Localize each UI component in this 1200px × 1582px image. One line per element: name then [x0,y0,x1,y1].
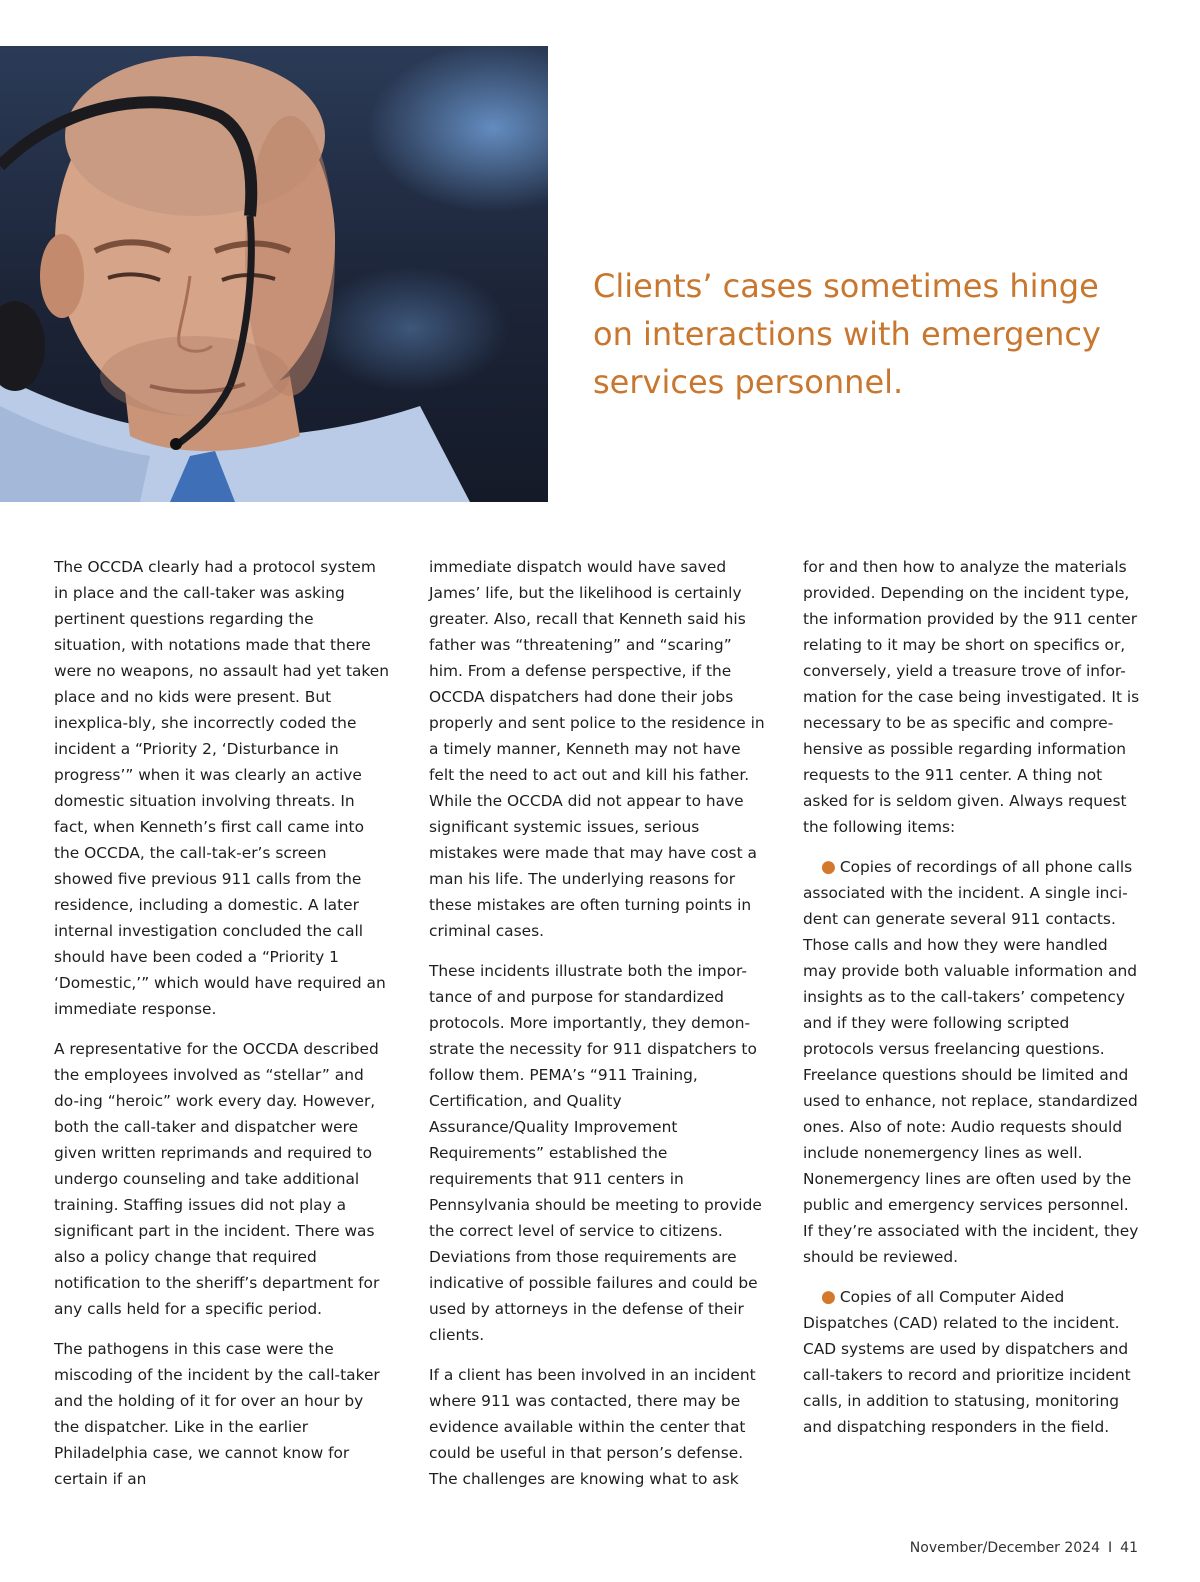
article-column-3 [803,554,1143,1454]
paragraph: for and then how to analyze the materials provided. Depending on the incident type, the information provided by the 911 center relating to it may be short on specifics or, conversely, yield a treasure trove of infor-mation for the case being investigated. It is necessary to be as specific and compre-hensive as possible regarding information requests to the 911 center. A thing not asked for is seldom given. Always request the following items: [803,558,1140,836]
article-column-1 [54,554,390,1506]
issue-date: November/December 2024 [909,1540,1101,1556]
pull-quote: Clients’ cases sometimes hinge on interactions with emergency services personnel. [593,267,1101,401]
page-footer [910,1540,1138,1556]
footer-separator: I [1108,1540,1113,1556]
bullet-text: Copies of all Computer Aided Dispatches (CAD) related to the incident. CAD systems are used by dispatchers and call-takers to record and prioritize incident calls, in addition to statusing, monitoring and dispatching responders in the field. [803,1288,1131,1436]
paragraph: The pathogens in this case were the miscoding of the incident by the call-taker and the holding of it for over an hour by the dispatcher. Like in the earlier Philadelphia case, we cannot know for certain if an [54,1340,380,1488]
bullet-item [803,1284,1143,1440]
dispatcher-headset-icon [0,46,548,502]
bullet-item [803,854,1143,1270]
paragraph: immediate dispatch would have saved James’ life, but the likelihood is certainly greater. Also, recall that Kenneth said his father was “threatening” and “scaring” him. From a defense perspective, if the OCCDA dispatchers had done their jobs properly and sent police to the residence in a timely manner, Kenneth may not have felt the need to act out and kill his father. While the OCCDA did not appear to have significant systemic issues, serious mistakes were made that may have cost a man his life. The underlying reasons for these mistakes are often turning points in criminal cases. [429,558,765,940]
paragraph: If a client has been involved in an incident where 911 was contacted, there may be evidence available within the center that could be useful in that person’s defense. The challenges are knowing what to ask [429,1366,756,1488]
bullet-dot-icon: ● [821,857,836,877]
dispatcher-photo [0,46,548,502]
page-number: 41 [1120,1540,1138,1556]
bullet-text: Copies of recordings of all phone calls associated with the incident. A single inci-dent can generate several 911 contacts. Those calls and how they were handled may provide both valuable information and insights as to the call-takers’ competency and if they were following scripted protocols versus freelancing questions. Freelance questions should be limited and used to enhance, not replace, standardized ones. Also of note: Audio requests should include nonemergency lines as well. Nonemergency lines are often used by the public and emergency services personnel. If they’re associated with the incident, they should be reviewed. [803,858,1139,1266]
article-column-2 [429,554,765,1506]
bullet-dot-icon: ● [821,1287,836,1307]
paragraph: The OCCDA clearly had a protocol system in place and the call-taker was asking pertinent questions regarding the situation, with notations made that there were no weapons, no assault had yet taken place and no kids were present. But inexplica-bly, she incorrectly coded the incident a “Priority 2, ‘Disturbance in progress’” when it was clearly an active domestic situation involving threats. In fact, when Kenneth’s first call came into the OCCDA, the call-tak-er’s screen showed five previous 911 calls from the residence, including a domestic. A later internal investigation concluded the call should have been coded a “Priority 1 ‘Domestic,’” which would have required an immediate response. [54,558,390,1018]
paragraph: These incidents illustrate both the impor-tance of and purpose for standardized protocols. More importantly, they demon-strate the necessity for 911 dispatchers to follow them. PEMA’s “911 Training, Certification, and Quality Assurance/Quality Improvement Requirements” established the requirements that 911 centers in Pennsylvania should be meeting to provide the correct level of service to citizens. Deviations from those requirements are indicative of possible failures and could be used by attorneys in the defense of their clients. [429,962,762,1344]
paragraph: A representative for the OCCDA described the employees involved as “stellar” and do-ing “heroic” work every day. However, both the call-taker and dispatcher were given written reprimands and required to undergo counseling and take additional training. Staffing issues did not play a significant part in the incident. There was also a policy change that required notification to the sheriff’s department for any calls held for a specific period. [54,1040,380,1318]
